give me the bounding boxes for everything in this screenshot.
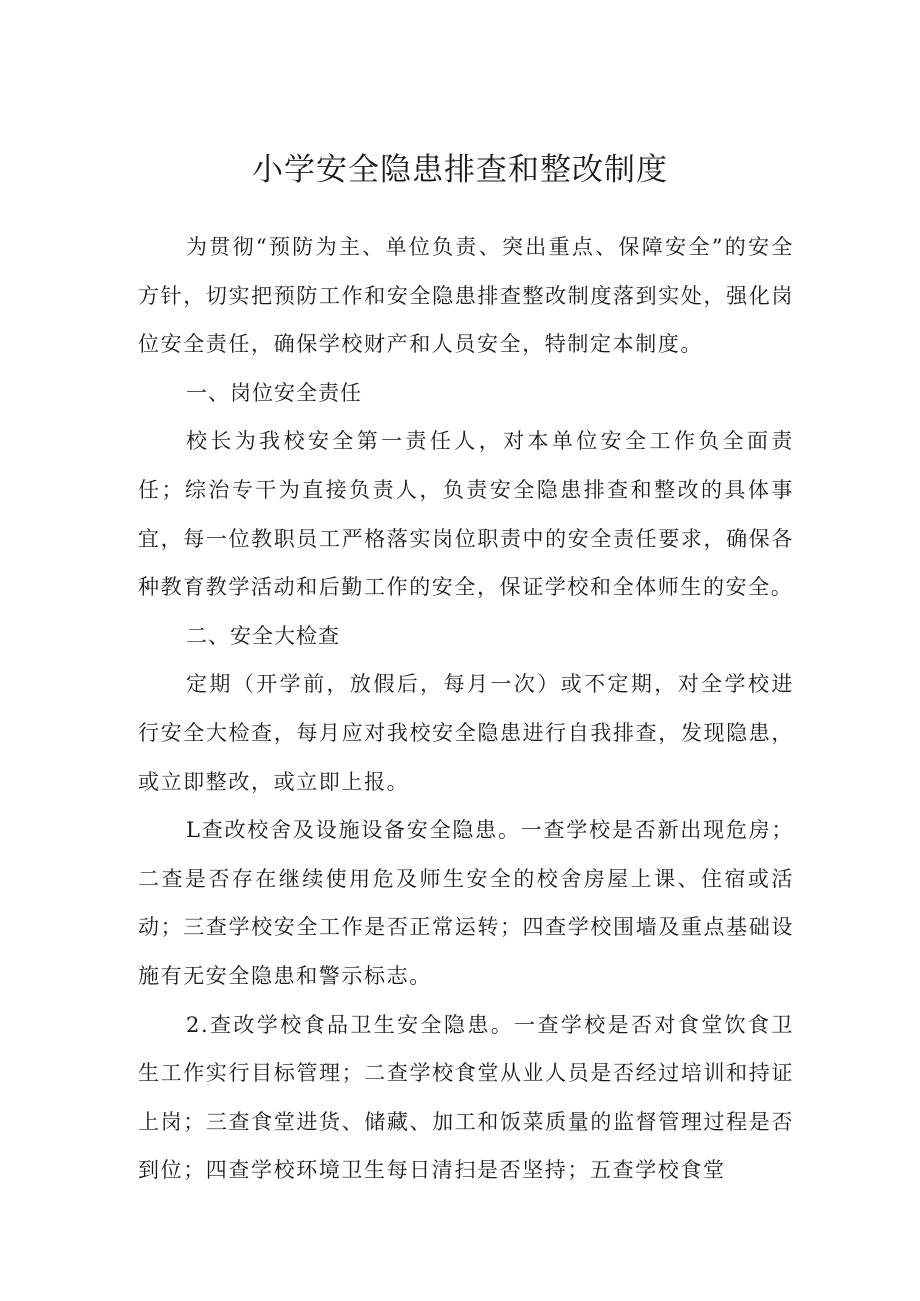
document-title: 小学安全隐患排查和整改制度 — [252, 152, 668, 188]
section-paragraph-post-responsibility: 校长为我校安全第一责任人，对本单位安全工作负全面责任；综治专干为直接负责人，负责安全隐患排查和整改的具体事宜，每一位教职员工严格落实岗位职责中的安全责任要求，确保各种教育教学活动和后勤工作的安全，保证学校和全体师生的安全。 — [138, 429, 794, 600]
section-paragraph-safety-inspection: 定期（开学前，放假后，每月一次）或不定期，对全学校进行安全大检查，每月应对我校安全隐患进行自我排查，发现隐患，或立即整改，或立即上报。 — [138, 672, 794, 794]
inspection-item-food-hygiene: 2.查改学校食品卫生安全隐患。一查学校是否对食堂饮食卫生工作实行目标管理；二查学校食堂从业人员是否经过培训和持证上岗；三查食堂进货、储藏、加工和饭菜质量的监督管理过程是否到位；四查学校环境卫生每日清扫是否坚持；五查学校食堂 — [138, 1012, 794, 1183]
document-body — [138, 223, 794, 1195]
section-heading-post-responsibility: 一、岗位安全责任 — [186, 380, 362, 405]
intro-paragraph: 为贯彻“预防为主、单位负责、突出重点、保障安全”的安全方针，切实把预防工作和安全隐患排查整改制度落到实处，强化岗位安全责任，确保学校财产和人员安全，特制定本制度。 — [138, 235, 794, 357]
section-heading-safety-inspection: 二、安全大检查 — [186, 623, 340, 648]
inspection-item-buildings: L查改校舍及设施设备安全隐患。一查学校是否新出现危房；二查是否存在继续使用危及师生安全的校舍房屋上课、住宿或活动；三查学校安全工作是否正常运转；四查学校围墙及重点基础设施有无安全隐患和警示标志。 — [138, 818, 794, 988]
